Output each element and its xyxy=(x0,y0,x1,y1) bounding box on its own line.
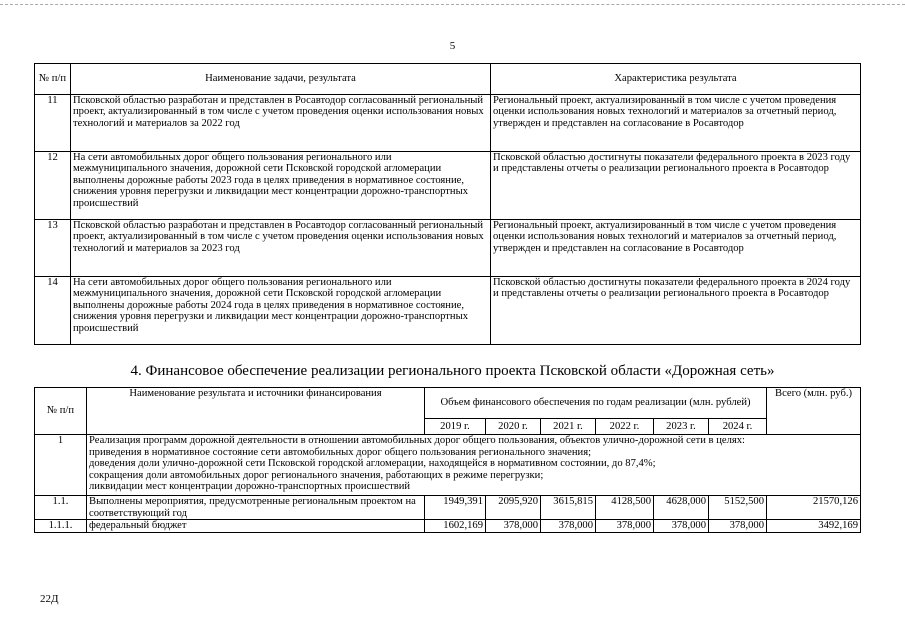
table-row xyxy=(35,277,861,345)
row-value: 2095,920 xyxy=(486,495,541,519)
table-row xyxy=(35,220,861,277)
description-line: Реализация программ дорожной деятельности в отношении автомобильных дорог общего пользования, объектов улично-дорожной сети в целях: xyxy=(89,435,745,446)
row-name: Выполнены мероприятия, предусмотренные региональным проектом на соответствующий год xyxy=(87,495,425,519)
row-characteristic: Псковской областью достигнуты показатели федерального проекта в 2023 году и представлены отчеты о реализации регионального проекта в Росавтодор xyxy=(491,152,861,220)
row-task: На сети автомобильных дорог общего пользования регионального или межмуниципального значения, дорожной сети Псковской городской агломерации выполнены дорожные работы 2023 года в целях приведения в нормативное состояние, снижения уровня перегрузки и ликвидации мест концентрации дорожно-транспортных происшествий xyxy=(71,152,491,220)
table-row xyxy=(35,95,861,152)
row-description xyxy=(87,435,861,496)
row-num: 13 xyxy=(35,220,71,277)
table-row xyxy=(35,152,861,220)
header-name: Наименование результата и источники финансирования xyxy=(87,388,425,435)
table-header-row xyxy=(35,64,861,95)
table-row xyxy=(35,520,861,533)
document-code: 22Д xyxy=(40,593,59,605)
header-year: 2023 г. xyxy=(654,419,709,435)
description-line: сокращения доли автомобильных дорог регионального значения, работающих в режиме перегрузки; xyxy=(89,469,544,481)
row-value: 4628,000 xyxy=(654,495,709,519)
row-characteristic: Региональный проект, актуализированный в том числе с учетом проведения оценки использования новых технологий и материалов за отчетный период, утвержден и представлен на согласование в Росавтодор xyxy=(491,95,861,152)
row-characteristic: Псковской областью достигнуты показатели федерального проекта в 2024 году и представлены отчеты о реализации регионального проекта в Росавтодор xyxy=(491,277,861,345)
row-num: 1.1. xyxy=(35,495,87,519)
row-total: 21570,126 xyxy=(767,495,861,519)
header-year: 2024 г. xyxy=(709,419,767,435)
row-num: 12 xyxy=(35,152,71,220)
header-task: Наименование задачи, результата xyxy=(71,64,491,95)
row-num: 11 xyxy=(35,95,71,152)
results-table xyxy=(34,63,861,345)
header-volume: Объем финансового обеспечения по годам реализации (млн. рублей) xyxy=(425,388,767,419)
header-num: № п/п xyxy=(35,64,71,95)
row-value: 378,000 xyxy=(486,520,541,533)
row-total: 3492,169 xyxy=(767,520,861,533)
row-task: На сети автомобильных дорог общего пользования регионального или межмуниципального значения, дорожной сети Псковской городской агломерации выполнены дорожные работы 2024 года в целях приведения в нормативное состояние, снижения уровня перегрузки и ликвидации мест концентрации дорожно-транспортных происшествий xyxy=(71,277,491,345)
row-task: Псковской областью разработан и представлен в Росавтодор согласованный региональный проект, актуализированный в том числе с учетом проведения оценки использования новых технологий и материалов за 2022 год xyxy=(71,95,491,152)
scan-top-edge xyxy=(0,0,905,5)
row-task: Псковской областью разработан и представлен в Росавтодор согласованный региональный проект, актуализированный в том числе с учетом проведения оценки использования новых технологий и материалов за 2023 год xyxy=(71,220,491,277)
header-total: Всего (млн. руб.) xyxy=(767,388,861,435)
row-name: федеральный бюджет xyxy=(87,520,425,533)
header-num: № п/п xyxy=(35,388,87,435)
section-title: 4. Финансовое обеспечение реализации регионального проекта Псковской области «Дорожная сеть» xyxy=(130,363,775,379)
description-line: приведения в нормативное состояние сети автомобильных дорог общего пользования регионального значения; xyxy=(89,446,592,458)
row-num: 1 xyxy=(35,435,87,496)
financing-table xyxy=(34,387,861,533)
row-characteristic: Региональный проект, актуализированный в том числе с учетом проведения оценки использования новых технологий и материалов за отчетный период, утвержден и представлен на согласование в Росавтодор xyxy=(491,220,861,277)
row-value: 378,000 xyxy=(596,520,654,533)
row-value: 378,000 xyxy=(541,520,596,533)
header-characteristic: Характеристика результата xyxy=(491,64,861,95)
header-year: 2021 г. xyxy=(541,419,596,435)
description-line: доведения доли улично-дорожной сети Псковской городской агломерации, находящейся в нормативном состоянии, до 87,4%; xyxy=(89,458,656,470)
row-num: 14 xyxy=(35,277,71,345)
header-year: 2019 г. xyxy=(425,419,486,435)
table-row xyxy=(35,495,861,519)
table-row xyxy=(35,435,861,496)
row-value: 3615,815 xyxy=(541,495,596,519)
row-value: 378,000 xyxy=(654,520,709,533)
row-num: 1.1.1. xyxy=(35,520,87,533)
table-header-row xyxy=(35,388,861,419)
page-number: 5 xyxy=(449,40,456,52)
row-value: 378,000 xyxy=(709,520,767,533)
row-value: 5152,500 xyxy=(709,495,767,519)
header-year: 2020 г. xyxy=(486,419,541,435)
row-value: 4128,500 xyxy=(596,495,654,519)
header-year: 2022 г. xyxy=(596,419,654,435)
row-value: 1949,391 xyxy=(425,495,486,519)
row-value: 1602,169 xyxy=(425,520,486,533)
description-line: ликвидации мест концентрации дорожно-транспортных происшествий xyxy=(89,481,411,493)
